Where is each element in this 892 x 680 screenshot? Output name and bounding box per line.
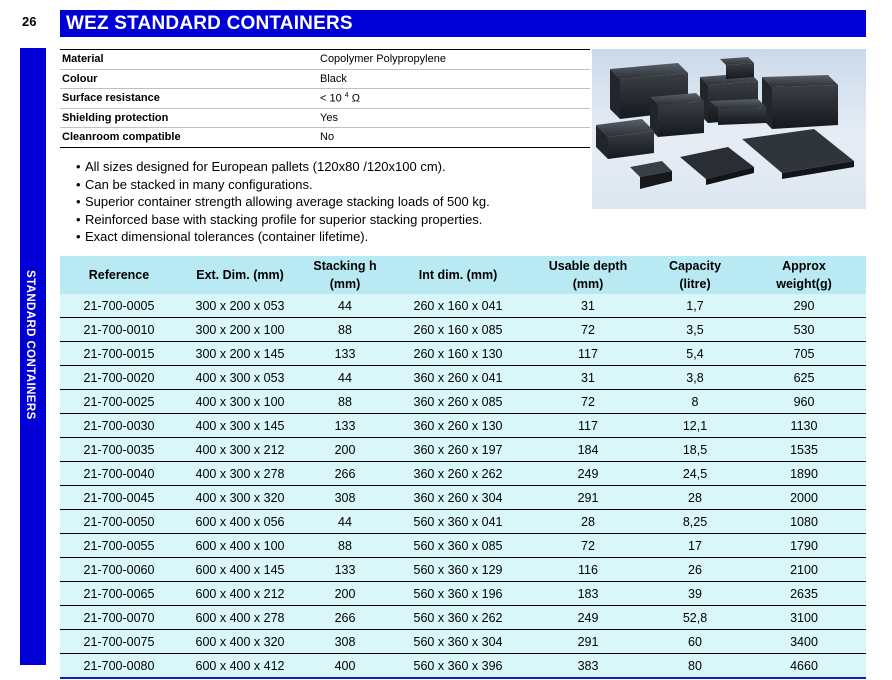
table-cell: 116 xyxy=(528,558,648,582)
table-cell: 44 xyxy=(302,366,388,390)
table-cell: 600 x 400 x 056 xyxy=(178,510,302,534)
table-cell: 21-700-0075 xyxy=(60,630,178,654)
table-cell: 600 x 400 x 320 xyxy=(178,630,302,654)
table-cell: 133 xyxy=(302,558,388,582)
column-header xyxy=(60,256,178,294)
table-row xyxy=(60,582,866,606)
table-row xyxy=(60,510,866,534)
table-cell: 200 xyxy=(302,438,388,462)
spec-table xyxy=(60,49,590,148)
table-cell: 400 x 300 x 100 xyxy=(178,390,302,414)
table-cell: 300 x 200 x 100 xyxy=(178,318,302,342)
table-cell: 12,1 xyxy=(648,414,742,438)
table-cell: 21-700-0060 xyxy=(60,558,178,582)
side-tab-label: STANDARD CONTAINERS xyxy=(24,270,36,420)
table-row xyxy=(60,366,866,390)
table-cell: 291 xyxy=(528,486,648,510)
column-header xyxy=(528,256,648,294)
table-cell: 600 x 400 x 278 xyxy=(178,606,302,630)
table-header-row xyxy=(60,256,866,294)
table-cell: 18,5 xyxy=(648,438,742,462)
table-cell: 21-700-0080 xyxy=(60,654,178,679)
table-cell: 2000 xyxy=(742,486,866,510)
table-cell: 21-700-0050 xyxy=(60,510,178,534)
spec-row xyxy=(60,128,590,148)
spec-label: Material xyxy=(60,50,316,70)
table-cell: 28 xyxy=(648,486,742,510)
feature-item: • Can be stacked in many configurations. xyxy=(76,176,313,192)
table-row xyxy=(60,390,866,414)
table-cell: 291 xyxy=(528,630,648,654)
product-photo xyxy=(592,49,866,209)
column-header-line: Stacking h xyxy=(313,259,377,273)
feature-item: • Exact dimensional tolerances (container lifetime). xyxy=(76,229,369,244)
page-number: 26 xyxy=(22,14,37,29)
table-cell: 133 xyxy=(302,414,388,438)
table-cell: 1890 xyxy=(742,462,866,486)
table-cell: 1790 xyxy=(742,534,866,558)
column-header-line: Int dim. (mm) xyxy=(418,268,498,282)
spec-label: Shielding protection xyxy=(60,108,316,128)
table-body xyxy=(60,294,866,678)
table-cell: 560 x 360 x 041 xyxy=(388,510,528,534)
table-cell: 3,8 xyxy=(648,366,742,390)
table-cell: 88 xyxy=(302,390,388,414)
table-row xyxy=(60,630,866,654)
table-cell: 308 xyxy=(302,630,388,654)
table-cell: 705 xyxy=(742,342,866,366)
table-cell: 400 x 300 x 278 xyxy=(178,462,302,486)
table-cell: 360 x 260 x 262 xyxy=(388,462,528,486)
table-cell: 1,7 xyxy=(648,294,742,318)
bullet: • xyxy=(76,159,81,174)
resistance-unit: Ω xyxy=(351,92,360,105)
table-cell: 625 xyxy=(742,366,866,390)
spec-label: Colour xyxy=(60,69,316,89)
bullet: • xyxy=(76,229,81,244)
table-row xyxy=(60,438,866,462)
bullet: • xyxy=(76,194,81,209)
table-row xyxy=(60,342,866,366)
table-cell: 60 xyxy=(648,630,742,654)
table-cell: 2100 xyxy=(742,558,866,582)
table-cell: 21-700-0035 xyxy=(60,438,178,462)
spec-row xyxy=(60,69,590,89)
spec-label: Surface resistance xyxy=(60,89,316,109)
column-header-line: (mm) xyxy=(572,277,604,291)
table-cell: 200 xyxy=(302,582,388,606)
table-cell: 3,5 xyxy=(648,318,742,342)
page-title: WEZ STANDARD CONTAINERS xyxy=(66,13,353,34)
table-cell: 21-700-0045 xyxy=(60,486,178,510)
table-cell: 249 xyxy=(528,462,648,486)
spec-label: Cleanroom compatible xyxy=(62,131,181,144)
table-cell: 1535 xyxy=(742,438,866,462)
table-cell: 72 xyxy=(528,390,648,414)
title-bar xyxy=(60,10,866,37)
table-cell: 31 xyxy=(528,366,648,390)
bullet: • xyxy=(76,176,81,192)
table-row xyxy=(60,462,866,486)
table-cell: 266 xyxy=(302,462,388,486)
table-cell: 260 x 160 x 041 xyxy=(388,294,528,318)
column-header-line: Ext. Dim. (mm) xyxy=(196,268,284,282)
table-cell: 560 x 360 x 129 xyxy=(388,558,528,582)
table-cell: 290 xyxy=(742,294,866,318)
table-row xyxy=(60,294,866,318)
table-cell: 2635 xyxy=(742,582,866,606)
table-row xyxy=(60,486,866,510)
column-header-line: Reference xyxy=(88,268,150,282)
table-cell: 21-700-0065 xyxy=(60,582,178,606)
containers-illustration xyxy=(592,49,866,209)
column-header-line: (litre) xyxy=(679,277,711,291)
feature-list xyxy=(76,158,490,246)
table-cell: 5,4 xyxy=(648,342,742,366)
table-cell: 560 x 360 x 304 xyxy=(388,630,528,654)
column-header-line: (mm) xyxy=(329,277,361,291)
column-header xyxy=(302,256,388,294)
table-cell: 360 x 260 x 130 xyxy=(388,414,528,438)
table-row xyxy=(60,534,866,558)
resistance-base: < 10 xyxy=(320,92,342,105)
column-header-line: Usable depth xyxy=(548,259,628,273)
table-cell: 360 x 260 x 085 xyxy=(388,390,528,414)
table-cell: 8 xyxy=(648,390,742,414)
table-cell: 560 x 360 x 396 xyxy=(388,654,528,679)
table-row xyxy=(60,414,866,438)
column-header xyxy=(178,256,302,294)
table-cell: 400 x 300 x 212 xyxy=(178,438,302,462)
spec-row xyxy=(60,89,590,109)
table-cell: 260 x 160 x 130 xyxy=(388,342,528,366)
table-cell: 117 xyxy=(528,414,648,438)
table-cell: 17 xyxy=(648,534,742,558)
table-cell: 266 xyxy=(302,606,388,630)
spec-value: Copolymer Polypropylene xyxy=(316,50,590,70)
column-header xyxy=(388,256,528,294)
table-cell: 44 xyxy=(302,294,388,318)
spec-row xyxy=(60,108,590,128)
table-cell: 360 x 260 x 041 xyxy=(388,366,528,390)
table-cell: 21-700-0070 xyxy=(60,606,178,630)
table-cell: 21-700-0040 xyxy=(60,462,178,486)
table-cell: 24,5 xyxy=(648,462,742,486)
table-cell: 8,25 xyxy=(648,510,742,534)
table-cell: 400 x 300 x 053 xyxy=(178,366,302,390)
column-header xyxy=(742,256,866,294)
table-cell: 39 xyxy=(648,582,742,606)
table-cell: 26 xyxy=(648,558,742,582)
spec-value: Black xyxy=(316,69,590,89)
table-cell: 560 x 360 x 262 xyxy=(388,606,528,630)
resistance-exponent: 4 xyxy=(344,91,349,99)
column-header-line: weight(g) xyxy=(776,277,832,291)
table-cell: 21-700-0055 xyxy=(60,534,178,558)
table-cell: 560 x 360 x 196 xyxy=(388,582,528,606)
table-cell: 360 x 260 x 197 xyxy=(388,438,528,462)
table-cell: 44 xyxy=(302,510,388,534)
feature-item: • Superior container strength allowing average stacking loads of 500 kg. xyxy=(76,194,490,209)
table-row xyxy=(60,318,866,342)
spec-row xyxy=(60,50,590,70)
table-cell: 88 xyxy=(302,318,388,342)
table-cell: 31 xyxy=(528,294,648,318)
table-cell: 72 xyxy=(528,318,648,342)
table-cell: 249 xyxy=(528,606,648,630)
table-cell: 360 x 260 x 304 xyxy=(388,486,528,510)
table-row xyxy=(60,654,866,679)
table-cell: 960 xyxy=(742,390,866,414)
column-header-line: Approx xyxy=(782,259,826,273)
table-cell: 1130 xyxy=(742,414,866,438)
table-cell: 72 xyxy=(528,534,648,558)
table-cell: 383 xyxy=(528,654,648,679)
table-cell: 21-700-0015 xyxy=(60,342,178,366)
table-cell: 21-700-0025 xyxy=(60,390,178,414)
table-cell: 21-700-0005 xyxy=(60,294,178,318)
feature-item: • All sizes designed for European pallets (120x80 /120x100 cm). xyxy=(76,159,446,174)
spec-value-resistance xyxy=(316,89,590,109)
table-cell: 28 xyxy=(528,510,648,534)
table-cell: 400 x 300 x 145 xyxy=(178,414,302,438)
table-cell: 260 x 160 x 085 xyxy=(388,318,528,342)
table-cell: 117 xyxy=(528,342,648,366)
spec-value: Yes xyxy=(316,108,590,128)
table-cell: 530 xyxy=(742,318,866,342)
table-cell: 400 x 300 x 320 xyxy=(178,486,302,510)
table-cell: 600 x 400 x 145 xyxy=(178,558,302,582)
bullet: • xyxy=(76,211,81,227)
table-cell: 88 xyxy=(302,534,388,558)
feature-item: • Reinforced base with stacking profile for superior stacking properties. xyxy=(76,211,483,227)
table-cell: 300 x 200 x 145 xyxy=(178,342,302,366)
table-cell: 52,8 xyxy=(648,606,742,630)
table-cell: 300 x 200 x 053 xyxy=(178,294,302,318)
table-cell: 184 xyxy=(528,438,648,462)
spec-value: No xyxy=(320,131,335,144)
table-cell: 21-700-0020 xyxy=(60,366,178,390)
table-cell: 183 xyxy=(528,582,648,606)
table-cell: 600 x 400 x 412 xyxy=(178,654,302,679)
table-cell: 21-700-0010 xyxy=(60,318,178,342)
table-row xyxy=(60,606,866,630)
table-cell: 80 xyxy=(648,654,742,679)
column-header xyxy=(648,256,742,294)
table-cell: 4660 xyxy=(742,654,866,679)
table-cell: 21-700-0030 xyxy=(60,414,178,438)
table-cell: 600 x 400 x 100 xyxy=(178,534,302,558)
table-cell: 308 xyxy=(302,486,388,510)
table-cell: 400 xyxy=(302,654,388,679)
table-cell: 3100 xyxy=(742,606,866,630)
table-cell: 1080 xyxy=(742,510,866,534)
table-cell: 3400 xyxy=(742,630,866,654)
table-cell: 133 xyxy=(302,342,388,366)
table-cell: 560 x 360 x 085 xyxy=(388,534,528,558)
table-cell: 600 x 400 x 212 xyxy=(178,582,302,606)
table-row xyxy=(60,558,866,582)
column-header-line: Capacity xyxy=(668,259,722,273)
containers-table xyxy=(60,256,866,679)
